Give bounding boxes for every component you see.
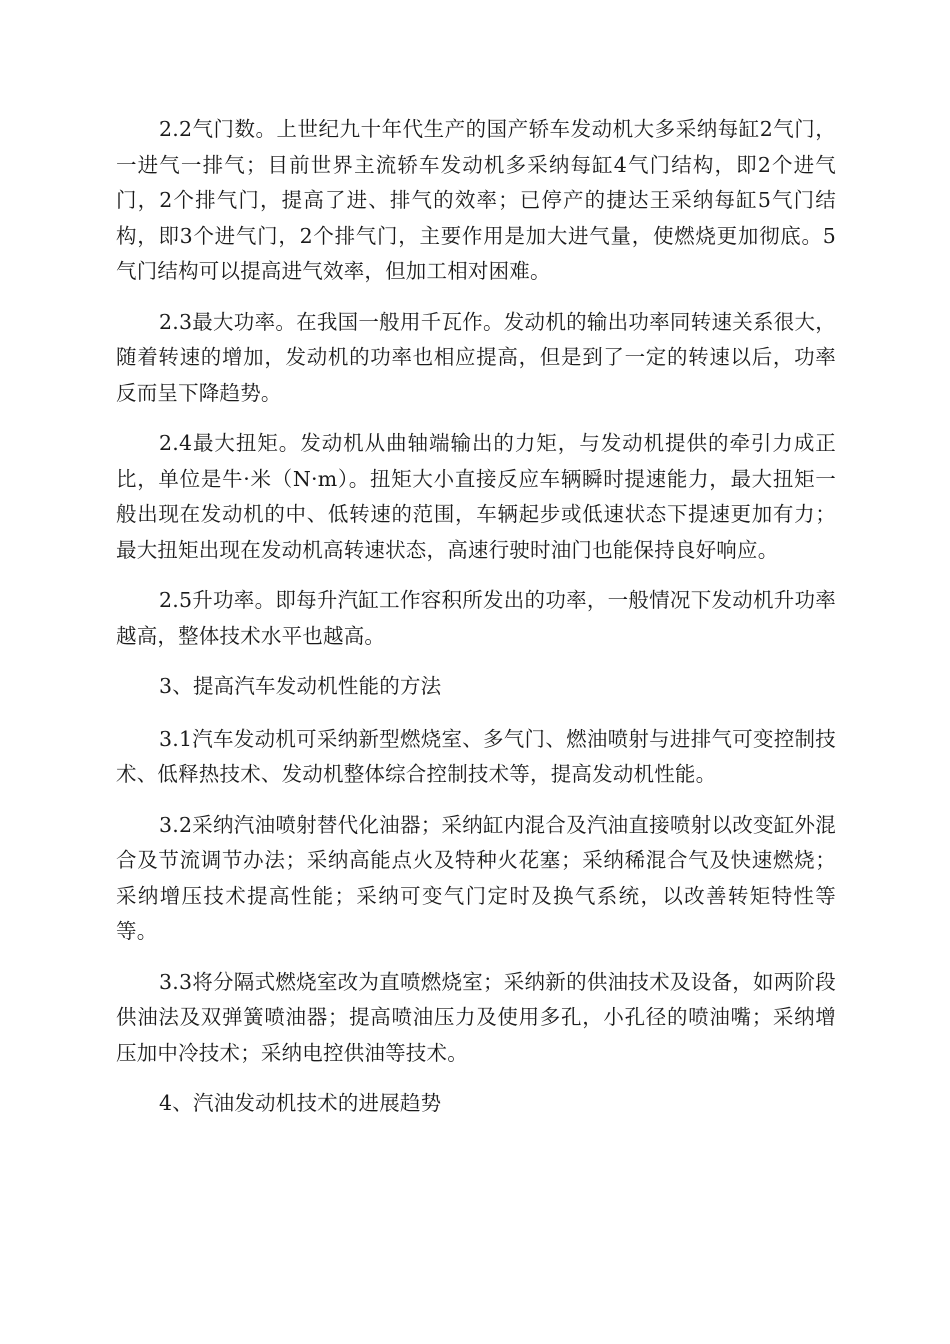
paragraph-liter-power: 2.5升功率。即每升汽缸工作容积所发出的功率，一般情况下发动机升功率越高，整体技术水平也越高。 <box>116 588 836 648</box>
paragraph-method-3-3: 3.3将分隔式燃烧室改为直喷燃烧室；采纳新的供油技术及设备，如两阶段供油法及双弹簧喷油器；提高喷油压力及使用多孔，小孔径的喷油嘴；采纳增压加中冷技术；采纳电控供油等技术。 <box>116 969 836 1065</box>
paragraph-valve-count: 2.2气门数。上世纪九十年代生产的国产轿车发动机大多采纳每缸2气门，一进气一排气；目前世界主流轿车发动机多采纳每缸4气门结构，即2个进气门，2个排气门，提高了进、排气的效率；已停产的捷达王采纳每缸5气门结构，即3个进气门，2个排气门，主要作用是加大进气量，使燃烧更加彻底。5气门结构可以提高进气效率，但加工相对困难。 <box>116 117 836 283</box>
paragraph-method-3-1: 3.1汽车发动机可采纳新型燃烧室、多气门、燃油喷射与进排气可变控制技术、低释热技术、发动机整体综合控制技术等，提高发动机性能。 <box>116 726 836 786</box>
paragraph-max-torque: 2.4最大扭矩。发动机从曲轴端输出的力矩，与发动机提供的牵引力成正比，单位是牛·米（N·m）。扭矩大小直接反应车辆瞬时提速能力，最大扭矩一般出现在发动机的中、低转速的范围，车辆起步或低速状态下提速更加有力；最大扭矩出现在发动机高转速状态，高速行驶时油门也能保持良好响应。 <box>116 431 836 562</box>
section-heading-improve-performance: 3、提高汽车发动机性能的方法 <box>159 674 442 698</box>
section-heading-development-trend: 4、汽油发动机技术的进展趋势 <box>159 1091 442 1115</box>
paragraph-max-power: 2.3最大功率。在我国一般用千瓦作。发动机的输出功率同转速关系很大，随着转速的增加，发动机的功率也相应提高，但是到了一定的转速以后，功率反而呈下降趋势。 <box>116 309 836 405</box>
paragraph-method-3-2: 3.2采纳汽油喷射替代化油器；采纳缸内混合及汽油直接喷射以改变缸外混合及节流调节办法；采纳高能点火及特种火花塞；采纳稀混合气及快速燃烧；采纳增压技术提高性能；采纳可变气门定时及换气系统，以改善转矩特性等等。 <box>116 812 836 943</box>
document-body <box>116 112 836 1139</box>
